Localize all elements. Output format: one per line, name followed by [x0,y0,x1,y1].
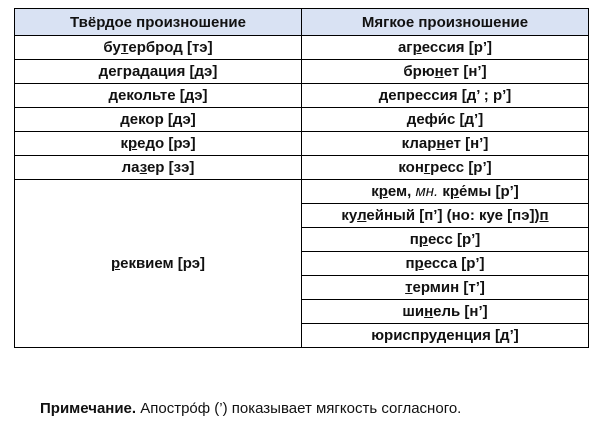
word-part-post3: е́мы [р’] [459,183,519,200]
word-part-pre: клар [401,135,437,152]
soft-word-cell [302,156,589,180]
word-part-pre: к [371,183,379,200]
word-part-pre: п [405,255,415,272]
word-part-post: ерброд [тэ] [128,39,213,56]
word-part-u: д [378,87,389,104]
soft-word-cell [302,228,589,252]
soft-word-cell [302,276,589,300]
footnote-text: Апостро́ф (’) показывает мягкость согласного. [136,400,462,417]
hard-word-cell [15,180,302,348]
word-part-u: р [418,231,428,248]
word-part-u: р [414,255,424,272]
word-part-pre: брю [403,63,435,80]
word-part-post: ель [н’] [433,303,488,320]
word-part-pre: ку [341,207,358,224]
word-part-u: д [98,63,109,80]
word-part-u: н [424,303,434,320]
word-part-u: г [423,159,431,176]
word-part-u: д [120,111,130,128]
hard-word-cell [15,60,302,84]
table-row [15,36,589,60]
word-part-u: д [436,327,447,344]
soft-word-cell [302,60,589,84]
word-part-post: ефи́с [д’] [416,111,484,128]
soft-word-cell [302,36,589,60]
soft-word-cell [302,84,589,108]
word-part-post: епрессия [д’ ; р’] [388,87,512,104]
word-part-u2: п [539,207,549,224]
word-part-post: ет [н’] [445,135,489,152]
footnote-label: Примечание. [40,400,137,417]
word-part-post: екольте [дэ] [118,87,208,104]
word-part-u: д [406,111,417,128]
word-part-pre: юриспру [371,327,437,344]
pronunciation-table [14,8,589,348]
soft-word-cell [302,252,589,276]
word-part-pre: ла [121,159,140,176]
word-part-pre: п [409,231,419,248]
word-part-post: ейный [п’] (но: ку [366,207,495,224]
soft-word-cell [302,108,589,132]
word-part-post: есс [р’] [427,231,481,248]
word-part-post: ессия [р’] [421,39,493,56]
word-part-u: н [434,63,444,80]
word-part-u: р [110,255,121,272]
hard-word-cell [15,36,302,60]
table-row [15,60,589,84]
soft-word-cell [302,204,589,228]
word-part-post: едо [рэ] [137,135,196,152]
word-part-u: н [436,135,446,152]
header-hard: Твёрдое произношение [15,9,302,36]
table-row [15,108,589,132]
word-part-u: т [405,279,413,296]
hard-word-cell [15,108,302,132]
word-part-post: ер [зэ] [146,159,195,176]
header-soft: Мягкое произношение [302,9,589,36]
word-part-u: р [378,183,388,200]
table-header-row [15,9,589,36]
word-part-post: ем, [387,183,416,200]
word-part-pre: к [120,135,128,152]
soft-word-cell [302,132,589,156]
word-part-u: д [108,87,118,104]
table-row [15,180,589,204]
word-part-u: з [139,159,147,176]
word-part-u: л [357,207,367,224]
word-part-post: ермин [т’] [412,279,485,296]
table-row [15,156,589,180]
word-part-u: р [127,135,138,152]
footnote [40,400,461,417]
word-part-u2: р [449,183,460,200]
word-part-pre: кон [398,159,424,176]
soft-word-cell [302,180,589,204]
word-part-post: есса [р’] [423,255,485,272]
word-part-post2: к [438,183,450,200]
word-part-post: еквием [рэ] [120,255,206,272]
word-part-u: т [121,39,129,56]
table-row [15,132,589,156]
word-part-u: р [412,39,422,56]
word-part-pre: аг [397,39,413,56]
word-part-pre: бу [103,39,121,56]
word-part-post: енция [д’] [446,327,519,344]
word-part-pre: ши [402,303,425,320]
table-row [15,84,589,108]
hard-word-cell [15,132,302,156]
word-part-post: ет [н’] [443,63,487,80]
soft-word-cell [302,324,589,348]
word-part-post: ресс [р’] [430,159,492,176]
hard-word-cell [15,84,302,108]
soft-word-cell [302,300,589,324]
word-part-post2: е [пэ]) [494,207,540,224]
hard-word [15,252,301,275]
word-part-post: екор [дэ] [129,111,196,128]
hard-word-cell [15,156,302,180]
word-part-ital: мн. [415,183,439,200]
word-part-post: еградация [дэ] [108,63,218,80]
